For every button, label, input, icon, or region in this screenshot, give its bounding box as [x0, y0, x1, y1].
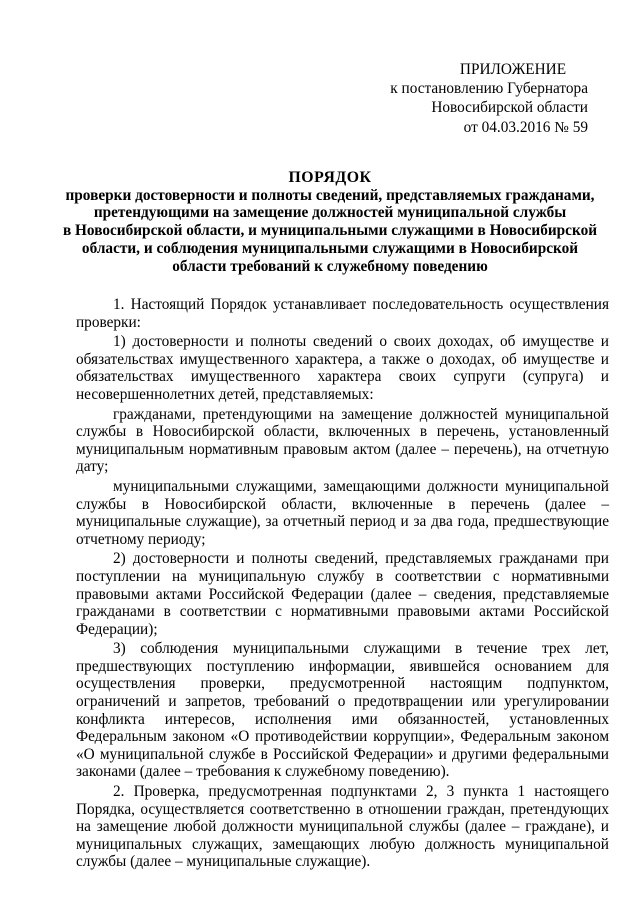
document-title-line-4: области, и соблюдения муниципальными служащими в Новосибирской	[81, 239, 579, 257]
appendix-line-1: к постановлению Губернатора	[390, 80, 588, 98]
paragraph-1-3: 3) соблюдения муниципальными служащими в течение трех лет, предшествующих поступлению информации, явившейся основанием для осуществления проверки, предусмотренной настоящим подпунктом, ограничений и запретов, требований о предотвращении или урегулировании конфликта интересов, исполнения ими обязанностей, установленных Федеральным законом «О противодействии коррупции», Федеральным законом «О муниципальной службе в Российской Федерации» и другими федеральными законами (далее – требования к служебному поведению).	[76, 640, 609, 781]
document-title-line-1: проверки достоверности и полноты сведений, представляемых гражданами,	[65, 186, 595, 204]
document-title	[60, 169, 600, 275]
appendix-line-2: Новосибирской области	[431, 99, 588, 117]
appendix-line-3: от 04.03.2016 № 59	[463, 118, 588, 136]
paragraph-1-2: 2) достоверности и полноты сведений, представляемых гражданами при поступлении на муниципальную службу в соответствии с нормативными правовыми актами Российской Федерации (далее – сведения, представляемые гражданами в соответствии с нормативными правовыми актами Российской Федерации);	[76, 550, 609, 638]
paragraph-municipal-servants: муниципальными служащими, замещающими должности муниципальной службы в Новосибирской области, включенные в перечень (далее – муниципальные служащие), за отчетный период и за два года, предшествующие отчетному периоду;	[76, 477, 609, 548]
paragraph-1-1: 1) достоверности и полноты сведений о своих доходах, об имуществе и обязательствах имущественного характера, а также о доходах, об имуществе и обязательствах имущественного характера своих супруги (супруга) и несовершеннолетних детей, представляемых:	[76, 333, 609, 403]
document-body	[76, 296, 609, 871]
paragraph-2: 2. Проверка, предусмотренная подпунктами 2, 3 пункта 1 настоящего Порядка, осуществляется соответственно в отношении граждан, претендующих на замещение любой должности муниципальной службы (далее – граждане), и муниципальных служащих, замещающих любую должность муниципальной службы (далее – муниципальные служащие).	[76, 783, 609, 871]
appendix-title: ПРИЛОЖЕНИЕ	[459, 61, 567, 78]
paragraph-1: 1. Настоящий Порядок устанавливает последовательность осуществления проверки:	[76, 296, 609, 331]
appendix-header	[288, 60, 588, 137]
document-title-main: ПОРЯДОК	[288, 169, 372, 186]
document-title-line-5: области требований к служебному поведению	[172, 257, 488, 275]
document-title-line-3: в Новосибирской области, и муниципальными служащими в Новосибирской	[62, 222, 598, 240]
document-title-line-2: претендующими на замещение должностей муниципальной службы	[93, 204, 567, 222]
paragraph-citizens: гражданами, претендующими на замещение должностей муниципальной службы в Новосибирской области, включенных в перечень, установленный муниципальным нормативным правовым актом (далее – перечень), на отчетную дату;	[76, 405, 609, 476]
